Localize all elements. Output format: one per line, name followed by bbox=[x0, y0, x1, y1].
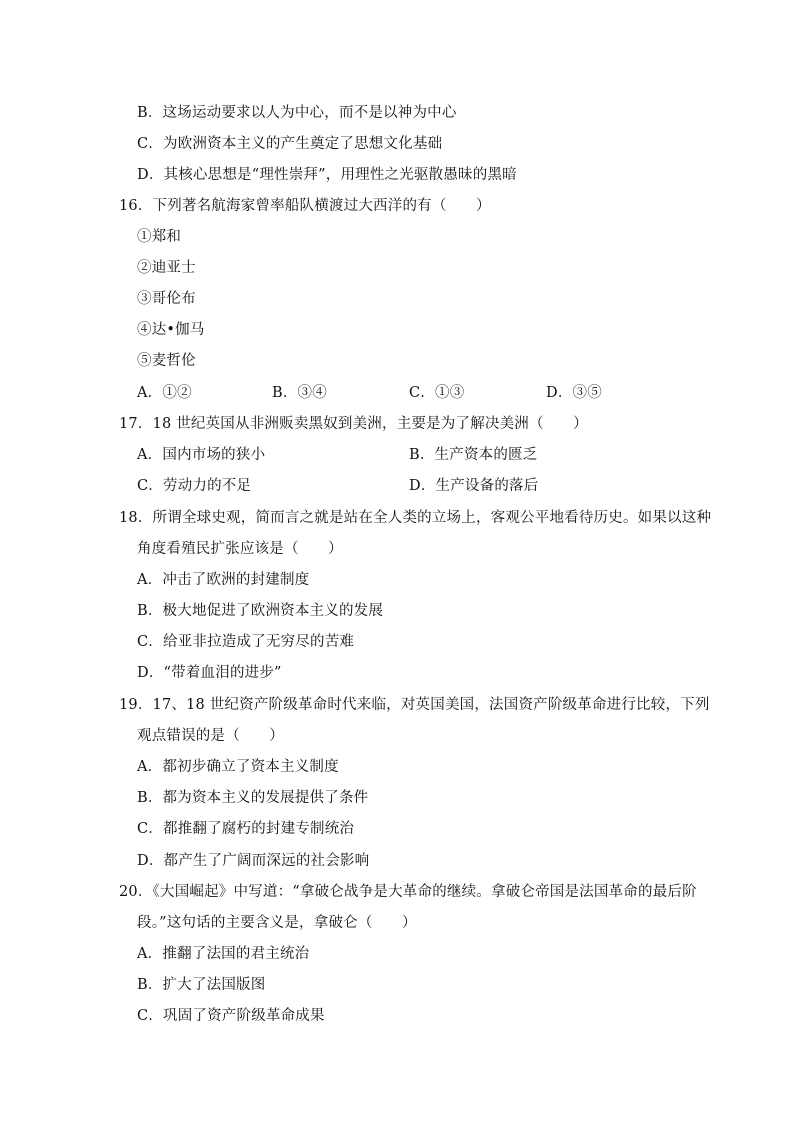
q18-stem-line2: 角度看殖民扩张应该是（ ） bbox=[137, 541, 343, 557]
q16-item-3: ③哥伦布 bbox=[137, 291, 196, 307]
q20-option-b: B．扩大了法国版图 bbox=[137, 977, 266, 993]
q17-option-b: B．生产资本的匮乏 bbox=[409, 447, 538, 463]
q16-option-b: B．③④ bbox=[272, 385, 327, 401]
q16-item-2: ②迪亚士 bbox=[137, 260, 196, 276]
q19-stem-line2: 观点错误的是（ ） bbox=[137, 728, 284, 744]
q20-option-a: A．推翻了法国的君主统治 bbox=[137, 946, 310, 962]
q16-option-a: A．①② bbox=[137, 385, 192, 401]
q15-option-d: D．其核心思想是“理性崇拜”，用理性之光驱散愚昧的黑暗 bbox=[137, 167, 517, 183]
q19-stem-line1: 19．17、18 世纪资产阶级革命时代来临，对英国美国，法国资产阶级革命进行比较，下列 bbox=[119, 697, 710, 713]
q20-stem-line1: 20．《大国崛起》中写道：“拿破仑战争是大革命的继续。拿破仑帝国是法国革命的最后阶 bbox=[119, 884, 697, 900]
q19-option-d: D．都产生了广阔而深远的社会影响 bbox=[137, 853, 370, 869]
q19-option-a: A．都初步确立了资本主义制度 bbox=[137, 759, 339, 775]
q18-stem-line1: 18．所谓全球史观，简而言之就是站在全人类的立场上，客观公平地看待历史。如果以这种 bbox=[119, 510, 712, 526]
q15-option-b: B．这场运动要求以人为中心，而不是以神为中心 bbox=[137, 105, 457, 121]
q20-option-c: C．巩固了资产阶级革命成果 bbox=[137, 1008, 325, 1024]
q16-item-4: ④达•伽马 bbox=[137, 322, 205, 338]
q16-option-d: D．③⑤ bbox=[546, 385, 602, 401]
q18-option-c: C．给亚非拉造成了无穷尽的苦难 bbox=[137, 634, 355, 650]
q17-option-d: D．生产设备的落后 bbox=[409, 478, 539, 494]
q19-option-c: C．都推翻了腐朽的封建专制统治 bbox=[137, 821, 355, 837]
q19-option-b: B．都为资本主义的发展提供了条件 bbox=[137, 790, 369, 806]
q16-stem: 16．下列著名航海家曾率船队横渡过大西洋的有（ ） bbox=[119, 198, 491, 214]
q16-item-1: ①郑和 bbox=[137, 229, 182, 245]
q16-option-c: C．①③ bbox=[409, 385, 465, 401]
q18-option-b: B．极大地促进了欧洲资本主义的发展 bbox=[137, 603, 384, 619]
q17-option-c: C．劳动力的不足 bbox=[137, 478, 252, 494]
q17-option-a: A．国内市场的狭小 bbox=[137, 447, 266, 463]
q16-item-5: ⑤麦哲伦 bbox=[137, 353, 196, 369]
q17-stem: 17．18 世纪英国从非洲贩卖黑奴到美洲，主要是为了解决美洲（ ） bbox=[119, 416, 588, 432]
q15-option-c: C．为欧洲资本主义的产生奠定了思想文化基础 bbox=[137, 136, 443, 152]
q18-option-d: D．“带着血泪的进步” bbox=[137, 665, 282, 681]
q20-stem-line2: 段。”这句话的主要含义是，拿破仑（ ） bbox=[137, 915, 417, 931]
q18-option-a: A．冲击了欧洲的封建制度 bbox=[137, 572, 310, 588]
